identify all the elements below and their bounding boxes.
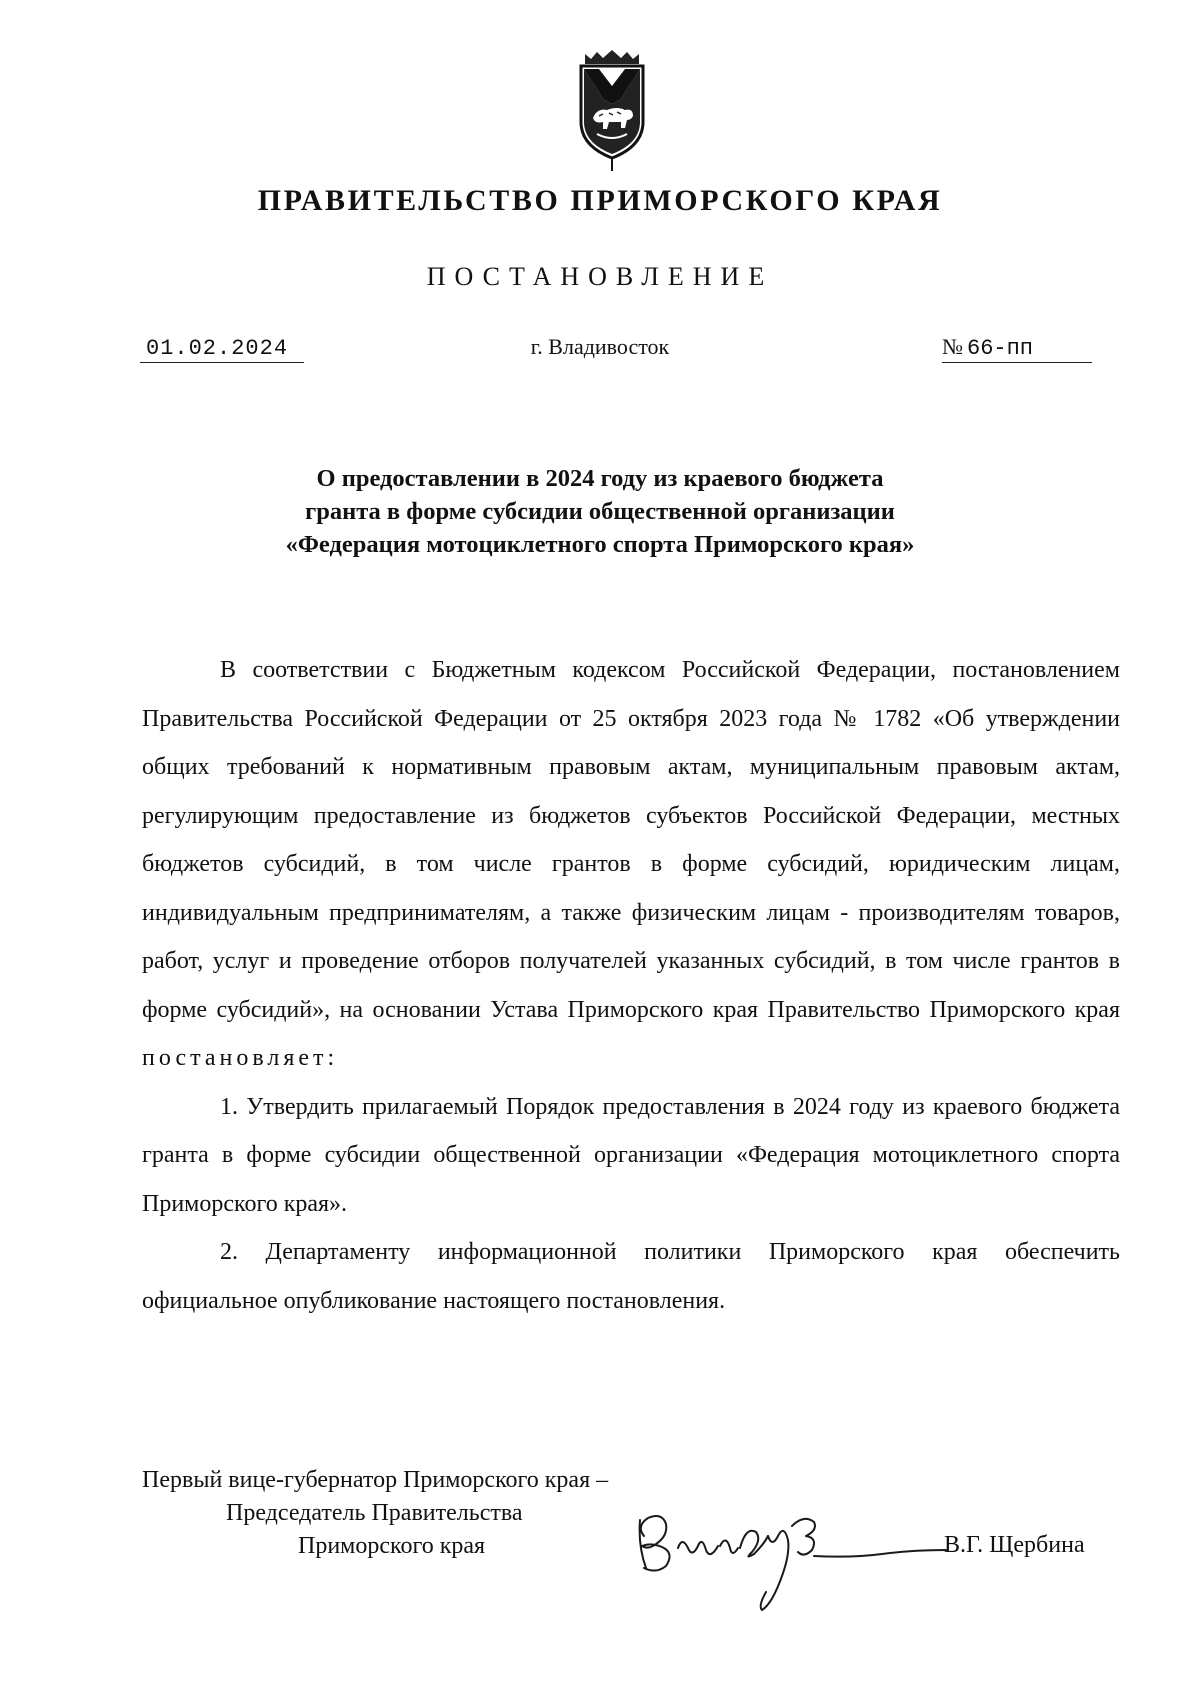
- decree-item-2: 2. Департаменту информационной политики Приморского края обеспечить официальное опубликование настоящего постановления.: [142, 1239, 1120, 1314]
- organization-title: ПРАВИТЕЛЬСТВО ПРИМОРСКОГО КРАЯ: [257, 184, 943, 217]
- decree-city: г. Владивосток: [530, 334, 670, 359]
- document-type: ПОСТАНОВЛЕНИЕ: [426, 262, 774, 291]
- decree-item-1: 1. Утвердить прилагаемый Порядок предоставления в 2024 году из краевого бюджета гранта в форме субсидии общественной организации «Федерация мотоциклетного спорта Приморского края».: [142, 1093, 1120, 1217]
- subject-line: «Федерация мотоциклетного спорта Приморского края»: [285, 531, 915, 558]
- decree-number: [942, 334, 1092, 363]
- subject-line: гранта в форме субсидии общественной организации: [305, 498, 895, 525]
- position-line: Председатель Правительства: [226, 1500, 523, 1526]
- decree-date: 01.02.2024: [140, 336, 304, 363]
- preamble-text: В соответствии с Бюджетным кодексом Российской Федерации, постановлением Правительства Российской Федерации от 25 октября 2023 года № 1782 «Об утверждении общих требований к нормативным правовым актам, муниципальным правовым актам, регулирующим предоставление из бюджетов субъектов Российской Федерации, местных бюджетов субсидий, в том числе грантов в форме субсидий, юридическим лицам, индивидуальным предпринимателям, а также физическим лицам - производителям товаров, работ, услуг и проведение отборов получателей указанных субсидий, в том числе грантов в форме субсидий», на основании Устава Приморского края Правительство Приморского края: [142, 657, 1120, 1023]
- position-line: Первый вице-губернатор Приморского края –: [142, 1467, 609, 1493]
- coat-of-arms-icon: [575, 50, 649, 172]
- handwritten-signature: [622, 1496, 952, 1614]
- decree-subject: [0, 462, 1200, 561]
- signer-name: В.Г. Щербина: [944, 1532, 1085, 1558]
- subject-line: О предоставлении в 2024 году из краевого бюджета: [316, 465, 884, 492]
- position-line: Приморского края: [298, 1533, 486, 1559]
- decree-verb: постановляет:: [142, 1045, 339, 1071]
- preamble-paragraph: [142, 646, 1120, 1083]
- number-prefix: №: [942, 334, 963, 359]
- number-value: 66-пп: [967, 336, 1034, 361]
- decree-body: [142, 646, 1120, 1325]
